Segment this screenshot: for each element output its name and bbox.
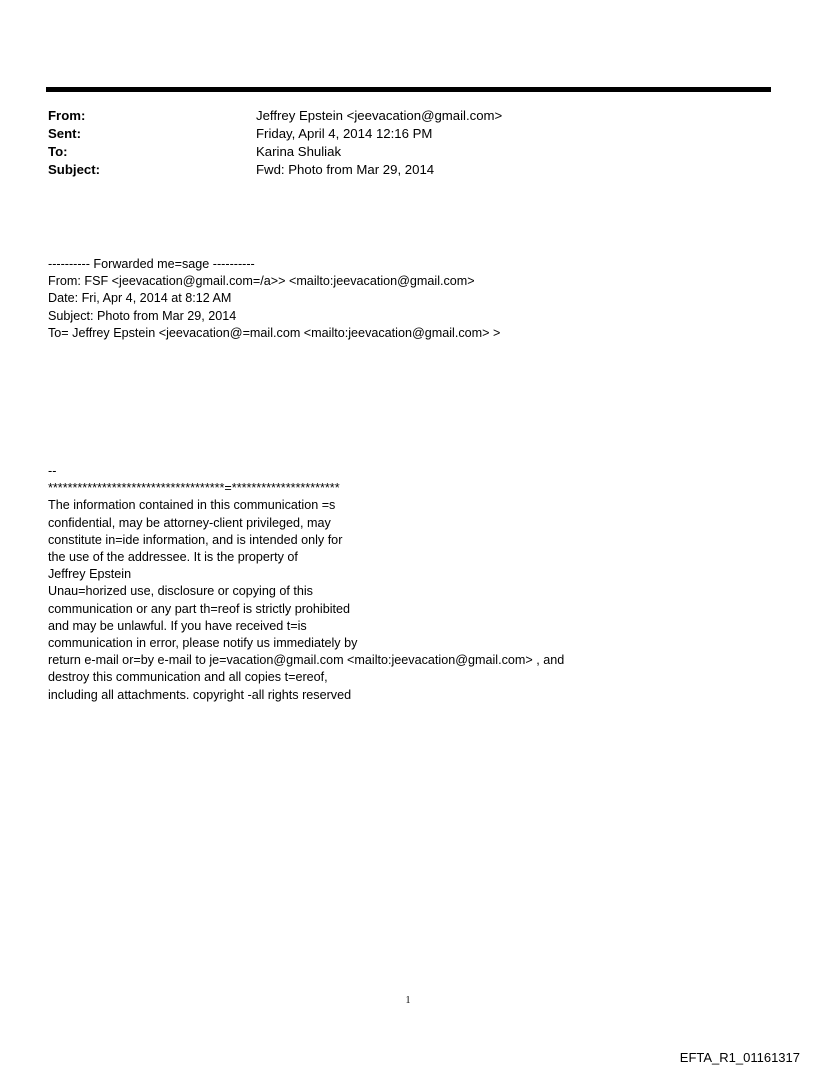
- subject-label: Subject:: [48, 162, 101, 177]
- subject-row: [48, 161, 768, 179]
- from-label: From:: [48, 108, 86, 123]
- subject-value: Fwd: Photo from Mar 29, 2014: [256, 162, 435, 177]
- disclaimer-line: and may be unlawful. If you have received t=is: [48, 618, 307, 633]
- forwarded-date: Date: Fri, Apr 4, 2014 at 8:12 AM: [48, 291, 232, 306]
- forwarded-to: To= Jeffrey Epstein <jeevacation@=mail.com <mailto:jeevacation@gmail.com> >: [48, 325, 501, 340]
- from-value: Jeffrey Epstein <jeevacation@gmail.com>: [256, 108, 503, 123]
- to-label: To:: [48, 144, 68, 159]
- header-divider: [46, 87, 771, 92]
- forwarded-separator: ---------- Forwarded me=sage ----------: [48, 257, 255, 271]
- to-value: Karina Shuliak: [256, 144, 342, 159]
- disclaimer-line: Jeffrey Epstein: [48, 567, 132, 582]
- page-number: 1: [405, 995, 411, 1006]
- email-header: [48, 107, 768, 179]
- disclaimer-line: Unau=horized use, disclosure or copying of this: [48, 584, 313, 599]
- disclaimer-line: destroy this communication and all copies t=ereof,: [48, 670, 328, 685]
- disclaimer-line: communication in error, please notify us immediately by: [48, 636, 358, 651]
- disclaimer-line: return e-mail or=by e-mail to je=vacation@gmail.com <mailto:jeevacation@gmail.com> , and: [48, 653, 565, 668]
- signature-dashes: --: [48, 464, 57, 478]
- disclaimer-line: communication or any part th=reof is strictly prohibited: [48, 601, 351, 616]
- document-id: EFTA_R1_01161317: [679, 1050, 800, 1065]
- disclaimer-line: constitute in=ide information, and is intended only for: [48, 532, 343, 547]
- asterisk-divider: ************************************=**********************: [48, 481, 340, 496]
- forwarded-message-block: [48, 256, 768, 342]
- forwarded-subject: Subject: Photo from Mar 29, 2014: [48, 308, 237, 323]
- confidentiality-disclaimer: [48, 463, 768, 704]
- disclaimer-line: The information contained in this communication =s: [48, 498, 336, 513]
- sent-row: [48, 125, 768, 143]
- forwarded-from: From: FSF <jeevacation@gmail.com=/a>> <mailto:jeevacation@gmail.com>: [48, 274, 475, 289]
- sent-label: Sent:: [48, 126, 81, 141]
- sent-value: Friday, April 4, 2014 12:16 PM: [256, 126, 433, 141]
- disclaimer-line: including all attachments. copyright -all rights reserved: [48, 687, 352, 702]
- disclaimer-line: confidential, may be attorney-client privileged, may: [48, 515, 331, 530]
- disclaimer-line: the use of the addressee. It is the property of: [48, 550, 298, 565]
- to-row: [48, 143, 768, 161]
- from-row: [48, 107, 768, 125]
